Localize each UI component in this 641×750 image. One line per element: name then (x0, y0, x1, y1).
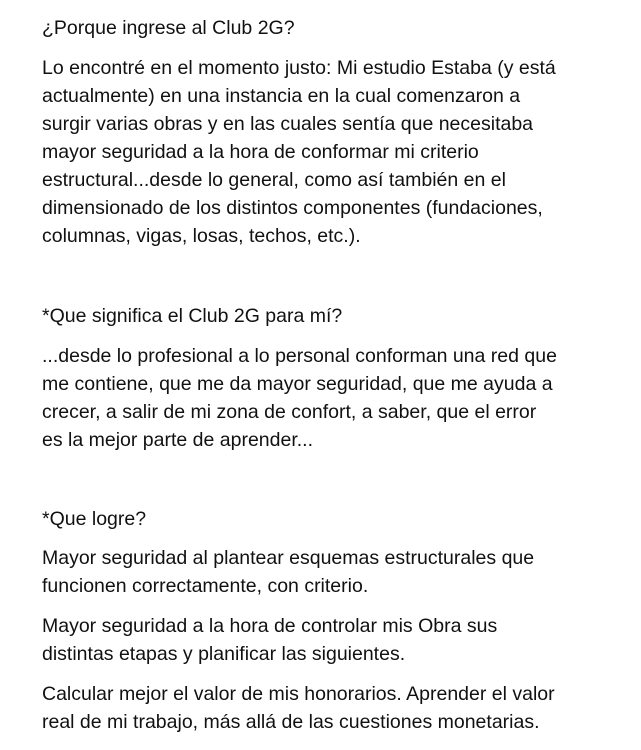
achievement-paragraph-2 (42, 612, 497, 668)
text-line: columnas, vigas, losas, techos, etc.). (42, 225, 361, 247)
answer-why-join (42, 54, 556, 250)
text-line: actualmente) en una instancia en la cual comenzaron a (42, 85, 521, 107)
text-line: mayor seguridad a la hora de conformar mi criterio (42, 141, 479, 163)
text-line: Calcular mejor el valor de mis honorarios. Aprender el valor (42, 683, 555, 705)
text-line: distintas etapas y planificar las siguientes. (42, 643, 406, 665)
text-line: Lo encontré en el momento justo: Mi estudio Estaba (y está (42, 57, 556, 79)
text-line: real de mi trabajo, más allá de las cuestiones monetarias. (42, 711, 540, 733)
text-line: Mayor seguridad a la hora de controlar mis Obra sus (42, 615, 498, 637)
text-line: crecer, a salir de mi zona de confort, a saber, que el error (42, 401, 537, 423)
text-line: me contiene, que me da mayor seguridad, que me ayuda a (42, 373, 553, 395)
text-line: dimensionado de los distintos componentes (fundaciones, (42, 197, 543, 219)
question-meaning: *Que significa el Club 2G para mí? (42, 305, 343, 327)
question-why-join: ¿Porque ingrese al Club 2G? (42, 17, 295, 39)
text-line: ...desde lo profesional a lo personal conforman una red que (42, 345, 557, 367)
answer-meaning (42, 342, 557, 454)
question-achievements: *Que logre? (42, 508, 147, 530)
text-line: surgir varias obras y en las cuales sentía que necesitaba (42, 113, 534, 135)
text-line: estructural...desde lo general, como así también en el (42, 169, 506, 191)
text-line: funcionen correctamente, con criterio. (42, 575, 369, 597)
achievement-paragraph-1 (42, 544, 534, 600)
text-line: es la mejor parte de aprender... (42, 429, 313, 451)
achievement-paragraph-3 (42, 680, 555, 736)
text-line: Mayor seguridad al plantear esquemas estructurales que (42, 547, 535, 569)
